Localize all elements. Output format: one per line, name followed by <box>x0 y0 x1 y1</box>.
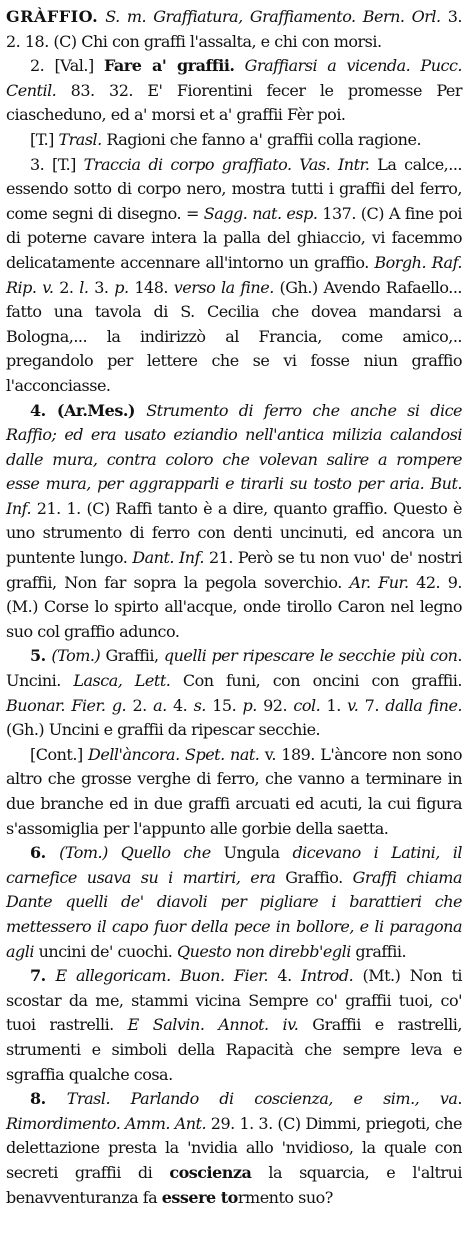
text-run: 3. <box>88 277 115 297</box>
text-run: dalla fine. <box>385 695 463 715</box>
text-run <box>234 56 244 75</box>
text-run: (Tom.) Quello che <box>59 843 211 863</box>
text-run: E Salvin. Annot. iv. <box>127 1015 299 1035</box>
text-run: 8. <box>30 1089 67 1109</box>
text-run: mento suo? <box>245 1187 333 1207</box>
text-run: Lasca, Lett. <box>73 671 171 691</box>
text-run: coscienza <box>169 1162 252 1182</box>
text-run: 137. (C) A fine poi di poterne cavare intera la palla del ghiaccio, vi facemmo delicatamente accennare all'intorno un graffio. <box>6 203 463 272</box>
entry-paragraph-9 <box>6 1087 462 1210</box>
text-run: Graffii e rastrelli, strumenti e simboli della Rapacità che sempre leva e sgraffia qualche cosa. <box>6 1015 462 1084</box>
text-run: Introd. <box>300 966 354 986</box>
text-run: (Mt.) Non ti scostar da me, stammi vicina Sempre co' graffii tuoi, co' tuoi rastrelli. <box>6 966 463 1035</box>
text-run: Buonar. Fier. g. <box>6 695 127 715</box>
text-run: 2. <box>126 695 154 715</box>
text-run: 7. <box>30 966 56 986</box>
text-run: Graffiarsi a vicenda. Pucc. Centil. <box>6 56 463 100</box>
entry-paragraph-8 <box>6 964 462 1087</box>
text-run: Ungula <box>210 843 293 863</box>
entry-paragraph-1 <box>6 54 462 128</box>
text-run: Ar. Fur. <box>349 572 409 592</box>
entry-paragraph-2 <box>6 128 462 153</box>
text-run: La calce,... essendo sotto di corpo nero, mostra tutti i graffii del ferro, come segni di disegno. = <box>6 154 463 223</box>
text-run: S. m. Graffiatura, Graffiamento. Bern. Orl. <box>105 7 441 26</box>
text-run: Graffi chiama Dante quelli de' diavoli per pigliare i barattieri che mettessero il capo fuor della pece in bollore, e li paragona agli <box>6 867 462 961</box>
text-run: Questo non direbb'egli <box>176 941 351 961</box>
text-run: 83. 32. E' Fiorentini fecer le promesse Per ciascheduno, ed a' morsi et a' graffii Fèr poi. <box>6 80 462 125</box>
text-run: Traccia di corpo graffiato. Vas. Intr. <box>83 154 370 174</box>
text-run: 1. <box>320 695 348 715</box>
text-run: la squarcia, e l'altrui benavventuranza fa <box>6 1162 462 1207</box>
text-run: 3. [T.] <box>30 154 84 174</box>
text-run: 21. 1. (C) Raffi tanto è a dire, quanto graffio. Questo è uno strumento di ferro con denti uncinuti, ed ancora un puntente lungo. <box>6 498 462 568</box>
text-run: 4. <box>268 966 301 986</box>
text-run: Graffio. <box>275 867 353 887</box>
text-run: 2. <box>53 277 80 297</box>
text-run: 42. 9. (M.) Corse lo spirto all'acque, onde tirollo Caron nel legno suo col graffio adunco. <box>6 572 463 641</box>
text-run: [Cont.] <box>30 744 89 764</box>
text-run: Graffii, <box>100 646 164 666</box>
text-run: Strumento di ferro che anche si dice Raffio; ed era usato eziandio nell'antica milizia calandosi dalle mura, contra coloro che volevan salire a rompere esse mura, per aggrapparli e tirarli su tosto per aria. But. Inf. <box>6 400 462 518</box>
text-run: Con funi, con oncini con graffii. <box>170 671 462 691</box>
text-run: Fare a' graffii. <box>103 56 235 76</box>
text-run: verso la fine. <box>173 277 274 297</box>
text-run: . <box>457 1089 462 1109</box>
text-run: . Uncini. <box>6 646 462 691</box>
text-run: dicevano i Latini, il carnefice usava su i martiri, era <box>6 843 462 887</box>
text-run: 5. <box>30 646 52 666</box>
text-run: [T.] <box>30 129 59 149</box>
text-run: 7. <box>358 695 386 715</box>
text-run: 6. <box>30 843 60 863</box>
entry-paragraph-5 <box>6 644 462 742</box>
text-run: 29. 1. 3. (C) Dimmi, priegoti, che delettazione presta la 'nvidia allo 'nvidioso, la quale con secreti graffii di <box>6 1113 462 1182</box>
text-run: (Tom.) <box>51 646 101 666</box>
entry-paragraph-7 <box>6 841 462 964</box>
text-run: Ragioni che fanno a' graffii colla ragione. <box>101 129 422 149</box>
text-run: 92. <box>256 695 294 715</box>
text-run: quelli per ripescare le secchie più con <box>163 646 458 666</box>
text-run: v. <box>347 695 359 715</box>
text-run: v. 189. L'àncore non sono altro che grosse verghe di ferro, che vanno a terminare in due branche ed in due graffi arcuati ed acuti, la cui figura s'assomiglia per l'appunto alle gorbie della saetta. <box>6 744 462 838</box>
headword: GRÀFFIO. <box>6 7 99 26</box>
text-run: p. <box>242 695 257 715</box>
entry-paragraph-4 <box>6 399 462 645</box>
text-run: Rimordimento. Amm. Ant. <box>6 1113 207 1133</box>
text-run: E allegoricam. Buon. Fier. <box>55 966 269 986</box>
text-run: col. <box>293 695 321 715</box>
text-run: s. <box>193 695 206 715</box>
text-run: Borgh. Raf. Rip. v. <box>6 252 463 297</box>
text-run: l. <box>79 277 89 297</box>
text-run: 15. <box>205 695 243 715</box>
text-run: 4. (Ar.Mes.) <box>30 400 147 420</box>
text-run: Trasl. Parlando di coscienza, e sim., va <box>66 1089 458 1109</box>
text-run: 2. [Val.] <box>30 56 104 76</box>
text-run: (Gh.) Avendo Rafaello... fatto una tavola di S. Cecilia che dovea mandarsi a Bologna,... la indirizzò al Francia, come amico,.. pregandolo per lettere che se vi fosse niun graffio l'acconciasse. <box>6 277 463 395</box>
text-run: r <box>237 1187 246 1207</box>
entry-paragraph-0 <box>6 5 462 54</box>
text-run: (Gh.) Uncini e graffii da ripescar secchie. <box>6 720 321 740</box>
text-run: Dant. Inf. <box>132 548 205 568</box>
text-run: p. <box>114 277 129 297</box>
text-run: uncini de' cuochi. <box>34 941 177 961</box>
text-run: Dell'àncora. Spet. nat. <box>88 744 260 764</box>
text-run: essere to <box>161 1187 238 1207</box>
text-run: graffii. <box>350 941 407 961</box>
text-run: 21. Però se tu non vuo' de' nostri graffii, Non far sopra la pegola soverchio. <box>6 548 462 592</box>
text-run: Trasl. <box>58 129 102 149</box>
text-run: 148. <box>128 277 174 297</box>
text-run: 3. 2. 18. (C) Chi con graffi l'assalta, e chi con morsi. <box>6 7 462 51</box>
text-run: a. <box>153 695 167 715</box>
entry-paragraph-6 <box>6 743 462 841</box>
text-run: Sagg. nat. esp. <box>203 203 318 223</box>
text-run: 4. <box>166 695 194 715</box>
entry-paragraph-3 <box>6 153 462 399</box>
